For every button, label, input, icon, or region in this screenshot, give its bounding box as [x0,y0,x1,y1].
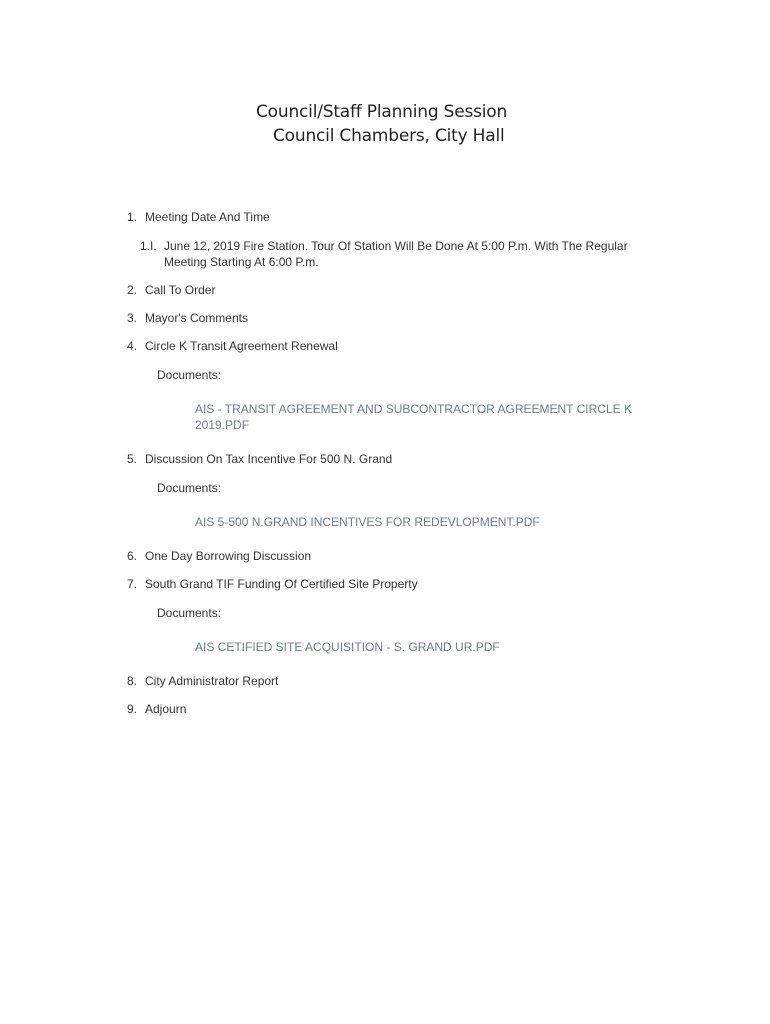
agenda-item-number: 9. [127,702,138,716]
agenda-subitem-1-1 [140,238,660,270]
agenda-item-number: 6. [127,549,138,563]
agenda-item-number: 1. [127,210,138,224]
agenda-item-number: 8. [127,674,138,688]
agenda-item-2 [127,282,215,298]
agenda-item-text: Call To Order [145,283,216,297]
agenda-item-6 [127,548,311,564]
agenda-item-text: Discussion On Tax Incentive For 500 N. Grand [145,452,393,466]
agenda-item-number: 3. [127,311,138,325]
agenda-item-9 [127,701,186,717]
documents-label: Documents: [157,606,222,620]
agenda-item-number: 5. [127,452,138,466]
agenda-item-3 [127,310,248,326]
agenda-subitem-line-1: June 12, 2019 Fire Station. Tour Of Station Will Be Done At 5:00 P.m. With The Regular [164,239,628,253]
agenda-item-8 [127,673,278,689]
agenda-item-number: 4. [127,339,138,353]
agenda-subitem-number: 1.I. [140,239,157,253]
agenda-item-1 [127,209,270,225]
document-link-site-acquisition[interactable]: AIS CETIFIED SITE ACQUISITION - S. GRAND UR.PDF [195,640,500,654]
title-line-1: Council/Staff Planning Session [256,102,508,122]
agenda-item-text: Circle K Transit Agreement Renewal [145,339,338,353]
agenda-item-text: One Day Borrowing Discussion [145,549,312,563]
agenda-item-text: Adjourn [145,702,187,716]
documents-label: Documents: [157,368,222,382]
agenda-item-7 [127,576,418,592]
document-link-grand-incentives[interactable]: AIS 5-500 N.GRAND INCENTIVES FOR REDEVLOPMENT.PDF [195,515,540,529]
agenda-item-text: City Administrator Report [145,674,279,688]
agenda-item-text: South Grand TIF Funding Of Certified Site Property [145,577,418,591]
agenda-item-text: Mayor's Comments [145,311,248,325]
agenda-subitem-line-2: Meeting Starting At 6:00 P.m. [164,255,319,269]
agenda-item-number: 2. [127,283,138,297]
agenda-item-4 [127,338,338,354]
agenda-item-5 [127,451,392,467]
agenda-item-number: 7. [127,577,138,591]
title-line-2: Council Chambers, City Hall [273,126,505,146]
agenda-item-text: Meeting Date And Time [145,210,270,224]
documents-label: Documents: [157,481,222,495]
document-link-transit-agreement[interactable]: AIS - TRANSIT AGREEMENT AND SUBCONTRACTOR AGREEMENT CIRCLE K 2019.PDF [195,402,632,432]
